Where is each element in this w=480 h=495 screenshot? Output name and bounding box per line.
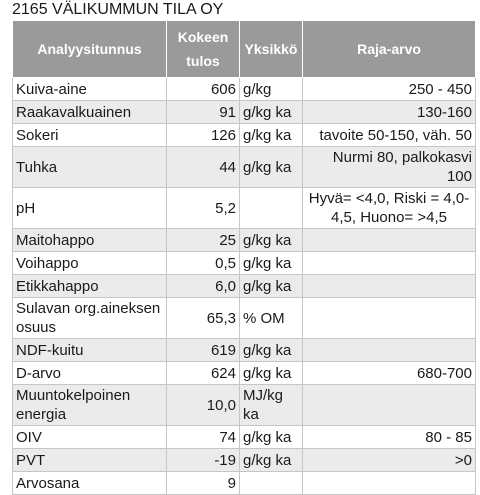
table-row bbox=[13, 101, 476, 124]
table-row bbox=[13, 252, 476, 275]
row-limit: 250 - 450 bbox=[303, 78, 476, 101]
row-limit: Hyvä= <4,0, Riski = 4,0-4,5, Huono= >4,5 bbox=[303, 188, 476, 229]
table-row bbox=[13, 339, 476, 362]
row-unit: g/kg ka bbox=[240, 124, 303, 147]
row-name: Sokeri bbox=[13, 124, 167, 147]
row-value: 25 bbox=[167, 229, 240, 252]
report-title: 2165 VÄLIKUMMUN TILA OY bbox=[12, 1, 224, 18]
row-value: 624 bbox=[167, 362, 240, 385]
table-row bbox=[13, 385, 476, 426]
row-value: 91 bbox=[167, 101, 240, 124]
row-name: Arvosana bbox=[13, 472, 167, 495]
row-name: Sulavan org.aineksen osuus bbox=[13, 298, 167, 339]
header-unit: Yksikkö bbox=[240, 21, 303, 78]
row-limit bbox=[303, 298, 476, 339]
row-name: Muuntokelpoinen energia bbox=[13, 385, 167, 426]
row-unit: g/kg ka bbox=[240, 449, 303, 472]
row-name: OIV bbox=[13, 426, 167, 449]
header-result: Kokeen tulos bbox=[167, 21, 240, 78]
row-value: 5,2 bbox=[167, 188, 240, 229]
row-unit: g/kg ka bbox=[240, 147, 303, 188]
table-row bbox=[13, 124, 476, 147]
table-row bbox=[13, 449, 476, 472]
row-name: Kuiva-aine bbox=[13, 78, 167, 101]
row-name: PVT bbox=[13, 449, 167, 472]
row-value: 65,3 bbox=[167, 298, 240, 339]
row-unit bbox=[240, 188, 303, 229]
row-value: 10,0 bbox=[167, 385, 240, 426]
table-row bbox=[13, 362, 476, 385]
row-unit: g/kg ka bbox=[240, 229, 303, 252]
row-limit: tavoite 50-150, väh. 50 bbox=[303, 124, 476, 147]
row-name: D-arvo bbox=[13, 362, 167, 385]
row-name: Etikkahappo bbox=[13, 275, 167, 298]
header-limit: Raja-arvo bbox=[303, 21, 476, 78]
row-limit bbox=[303, 229, 476, 252]
row-limit: 80 - 85 bbox=[303, 426, 476, 449]
table-header-row bbox=[13, 21, 476, 78]
row-value: -19 bbox=[167, 449, 240, 472]
table-row bbox=[13, 472, 476, 495]
row-value: 9 bbox=[167, 472, 240, 495]
table-row bbox=[13, 78, 476, 101]
row-unit: g/kg ka bbox=[240, 275, 303, 298]
row-unit bbox=[240, 472, 303, 495]
row-name: Maitohappo bbox=[13, 229, 167, 252]
row-name: NDF-kuitu bbox=[13, 339, 167, 362]
row-unit: g/kg ka bbox=[240, 101, 303, 124]
row-limit: 680-700 bbox=[303, 362, 476, 385]
row-limit: >0 bbox=[303, 449, 476, 472]
row-unit: g/kg ka bbox=[240, 339, 303, 362]
table-row bbox=[13, 147, 476, 188]
row-value: 619 bbox=[167, 339, 240, 362]
row-name: Raakavalkuainen bbox=[13, 101, 167, 124]
row-limit: 130-160 bbox=[303, 101, 476, 124]
row-unit: g/kg ka bbox=[240, 426, 303, 449]
row-value: 6,0 bbox=[167, 275, 240, 298]
row-limit bbox=[303, 252, 476, 275]
row-limit: Nurmi 80, palkokasvi 100 bbox=[303, 147, 476, 188]
table-row bbox=[13, 188, 476, 229]
header-analysis-code: Analyysitunnus bbox=[13, 21, 167, 78]
analysis-table bbox=[12, 20, 476, 495]
row-value: 126 bbox=[167, 124, 240, 147]
row-unit: MJ/kg ka bbox=[240, 385, 303, 426]
row-unit: g/kg ka bbox=[240, 252, 303, 275]
row-value: 606 bbox=[167, 78, 240, 101]
row-limit bbox=[303, 339, 476, 362]
row-name: pH bbox=[13, 188, 167, 229]
row-limit bbox=[303, 472, 476, 495]
table-row bbox=[13, 275, 476, 298]
table-row bbox=[13, 426, 476, 449]
table-row bbox=[13, 229, 476, 252]
row-unit: g/kg ka bbox=[240, 362, 303, 385]
row-name: Tuhka bbox=[13, 147, 167, 188]
row-value: 0,5 bbox=[167, 252, 240, 275]
row-unit: g/kg bbox=[240, 78, 303, 101]
row-limit bbox=[303, 385, 476, 426]
row-name: Voihappo bbox=[13, 252, 167, 275]
row-limit bbox=[303, 275, 476, 298]
table-row bbox=[13, 298, 476, 339]
row-unit: % OM bbox=[240, 298, 303, 339]
row-value: 44 bbox=[167, 147, 240, 188]
row-value: 74 bbox=[167, 426, 240, 449]
